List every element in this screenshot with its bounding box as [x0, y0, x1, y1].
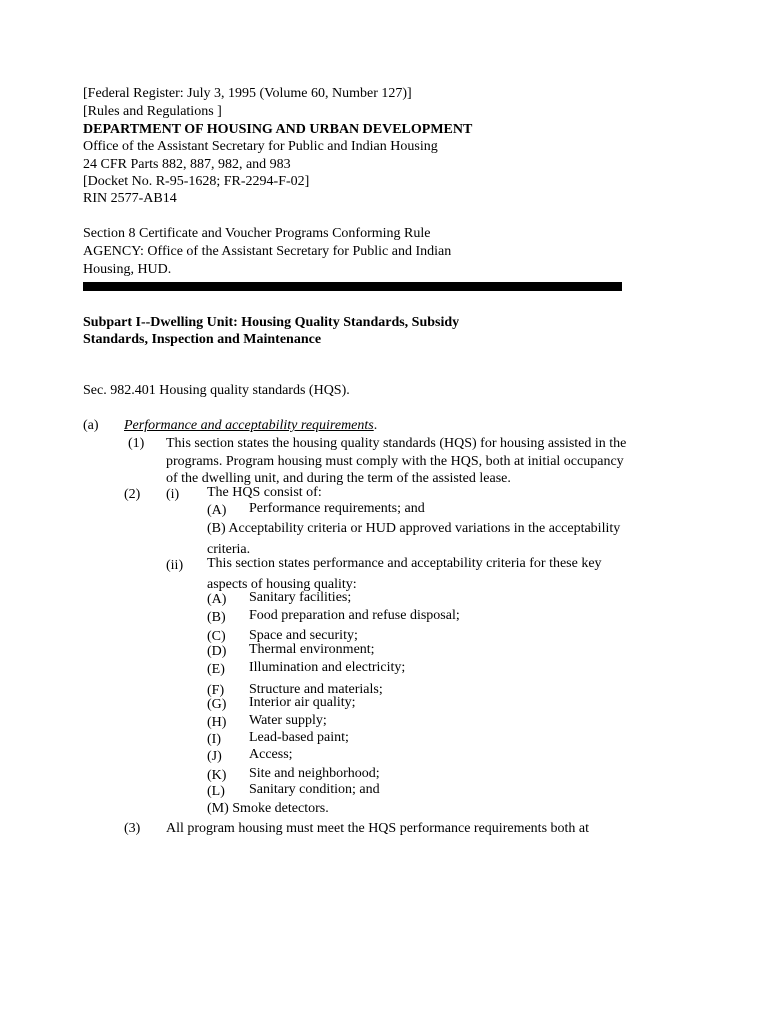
para-2-i-b-line-1: (B) Acceptability criteria or HUD approved variations in the acceptability — [207, 521, 621, 536]
agency-line-2: Housing, HUD. — [83, 262, 172, 277]
list-item-label: (E) — [207, 662, 225, 677]
agency-line-1: AGENCY: Office of the Assistant Secretary for Public and Indian — [83, 244, 452, 259]
para-2-ii-line-2: aspects of housing quality: — [207, 577, 357, 592]
list-item-label: (C) — [207, 629, 226, 644]
list-item-label: (B) — [207, 610, 226, 625]
subpart-heading-line-1: Subpart I--Dwelling Unit: Housing Quality Standards, Subsidy — [83, 315, 460, 330]
para-3-text: All program housing must meet the HQS performance requirements both at — [166, 821, 590, 836]
list-item-text: Sanitary facilities; — [249, 590, 352, 605]
para-2-ii-line-1: This section states performance and acceptability criteria for these key — [207, 556, 602, 571]
rules-regulations-line: [Rules and Regulations ] — [83, 104, 222, 119]
list-item-text: Site and neighborhood; — [249, 766, 380, 781]
docket-line: [Docket No. R-95-1628; FR-2294-F-02] — [83, 174, 310, 189]
list-item-label: (A) — [207, 592, 227, 607]
para-1-line-1: This section states the housing quality standards (HQS) for housing assisted in the — [166, 436, 627, 451]
office-line: Office of the Assistant Secretary for Public and Indian Housing — [83, 139, 438, 154]
list-item-text: Illumination and electricity; — [249, 660, 406, 675]
para-3-label: (3) — [124, 821, 141, 836]
para-2-i-a-label: (A) — [207, 503, 227, 518]
list-item-text: Structure and materials; — [249, 682, 383, 697]
list-item-label: (L) — [207, 784, 225, 799]
department-heading: DEPARTMENT OF HOUSING AND URBAN DEVELOPMENT — [83, 122, 473, 137]
list-item-label: (D) — [207, 644, 227, 659]
para-a-title-period: . — [373, 418, 378, 433]
list-item-text: Space and security; — [249, 628, 358, 643]
list-item-text: Lead-based paint; — [249, 730, 349, 745]
para-2-i-b-line-2: criteria. — [207, 542, 251, 557]
cfr-parts-line: 24 CFR Parts 882, 887, 982, and 983 — [83, 157, 291, 172]
list-item-text: Thermal environment; — [249, 642, 375, 657]
para-2-label: (2) — [124, 487, 141, 502]
federal-register-line: [Federal Register: July 3, 1995 (Volume 60, Number 127)] — [83, 86, 412, 101]
list-item-label: (I) — [207, 732, 221, 747]
section-heading: Sec. 982.401 Housing quality standards (HQS). — [83, 383, 350, 398]
subpart-heading-line-2: Standards, Inspection and Maintenance — [83, 332, 322, 347]
rule-title: Section 8 Certificate and Voucher Programs Conforming Rule — [83, 226, 431, 241]
list-item-m: (M) Smoke detectors. — [207, 801, 329, 816]
para-2-i-label: (i) — [166, 487, 180, 502]
para-2-i-text: The HQS consist of: — [207, 485, 322, 500]
para-a-label: (a) — [83, 418, 99, 433]
list-item-label: (H) — [207, 715, 227, 730]
list-item-text: Water supply; — [249, 713, 327, 728]
para-2-i-a-text: Performance requirements; and — [249, 501, 425, 516]
para-2-ii-label: (ii) — [166, 558, 184, 573]
list-item-label: (K) — [207, 768, 227, 783]
para-1-line-2: programs. Program housing must comply with the HQS, both at initial occupancy — [166, 454, 624, 469]
list-item-text: Food preparation and refuse disposal; — [249, 608, 460, 623]
list-item-text: Access; — [249, 747, 293, 762]
list-item-label: (J) — [207, 749, 222, 764]
rin-line: RIN 2577-AB14 — [83, 191, 177, 206]
list-item-text: Sanitary condition; and — [249, 782, 380, 797]
horizontal-rule — [83, 282, 622, 291]
para-1-label: (1) — [128, 436, 145, 451]
para-a-title-text: Performance and acceptability requirements — [124, 418, 374, 433]
para-1-line-3: of the dwelling unit, and during the term of the assisted lease. — [166, 471, 511, 486]
para-a-title — [124, 417, 377, 434]
list-item-label: (F) — [207, 683, 225, 698]
list-item-text: Interior air quality; — [249, 695, 356, 710]
list-item-label: (G) — [207, 697, 227, 712]
